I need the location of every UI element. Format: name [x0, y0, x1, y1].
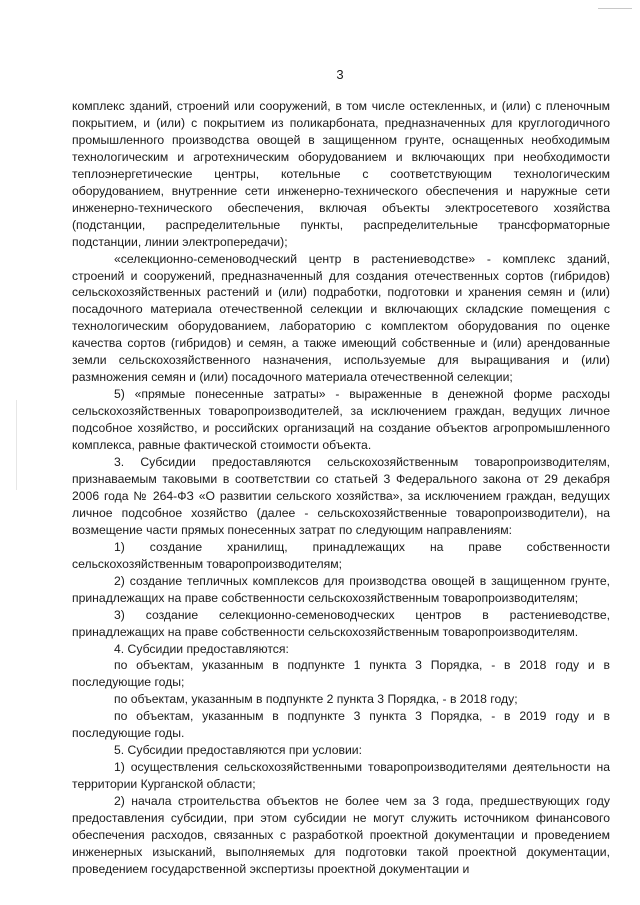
paragraph-14: 2) начала строительства объектов не более чем за 3 года, предшествующих году предоставления субсидии, при этом субсидии не могут служить источником финансового обеспечения расходов, связанных с разработкой проектной документации и проведением инженерных изысканий, выполняемых для подготовки такой проектной документации, проведением государственной экспертизы проектной документации и [72, 794, 610, 876]
paragraph-4: 3. Субсидии предоставляются сельскохозяйственным товаропроизводителям, признаваемым таковыми в соответствии со статьей 3 Федерального закона от 29 декабря 2006 года № 264-ФЗ «О развитии сельского хозяйства», за исключением граждан, ведущих личное подсобное хозяйство (далее - сельскохозяйственные товаропроизводители), на возмещение части прямых понесенных затрат по следующим направлениям: [72, 455, 610, 537]
paragraph-1: комплекс зданий, строений или сооружений, в том числе остекленных, и (или) с пленочным покрытием, и (или) с покрытием из поликарбоната, предназначенных для круглогодичного промышленного производства овощей в защищенном грунте, оснащенных необходимым технологическим и агротехническим оборудованием и включающих при необходимости теплоэнергетические центры, котельные с соответствующим технологическим оборудованием, внутренние сети инженерно-технического обеспечения и наружные сети инженерно-технического обеспечения, включая объекты электросетевого хозяйства (подстанции, распределительные пункты, распределительные трансформаторные подстанции, линии электропередачи); [72, 99, 610, 249]
scan-artifact-left-margin [16, 400, 17, 490]
page-number: 3 [336, 67, 344, 82]
paragraph-8: 4. Субсидии предоставляются: [114, 641, 289, 656]
scan-artifact-top-right [598, 8, 632, 9]
paragraph-3: 5) «прямые понесенные затраты» - выраженные в денежной форме расходы сельскохозяйственных товаропроизводителей, за исключением граждан, ведущих личное подсобное хозяйство, и российских организаций на создание объектов агропромышленного комплекса, равные фактической стоимости объекта. [72, 387, 610, 453]
paragraph-2: «селекционно-семеноводческий центр в растениеводстве» - комплекс зданий, строений и сооружений, предназначенный для создания отечественных сортов (гибридов) сельскохозяйственных растений и (или) подработки, подготовки и хранения семян и (или) посадочного материала отечественной селекции и включающих складские помещения с технологическим оборудованием, лабораторию с комплектом оборудования по оценке качества сортов (гибридов) и семян, а также имеющий собственные и (или) арендованные земли сельскохозяйственного назначения, используемые для выращивания и (или) размножения семян и (или) посадочного материала отечественной селекции; [72, 251, 610, 385]
document-body [72, 98, 610, 878]
paragraph-11: по объектам, указанным в подпункте 3 пункта 3 Порядка, - в 2019 году и в последующие годы. [72, 709, 610, 741]
paragraph-10: по объектам, указанным в подпункте 2 пункта 3 Порядка, - в 2018 году; [114, 692, 518, 707]
paragraph-7: 3) создание селекционно-семеноводческих центров в растениеводстве, принадлежащих на праве собственности сельскохозяйственным товаропроизводителям. [72, 607, 610, 639]
paragraph-9: по объектам, указанным в подпункте 1 пункта 3 Порядка, - в 2018 году и в последующие годы; [72, 658, 610, 690]
paragraph-6: 2) создание тепличных комплексов для производства овощей в защищенном грунте, принадлежащих на праве собственности сельскохозяйственным товаропроизводителям; [72, 573, 610, 605]
paragraph-5: 1) создание хранилищ, принадлежащих на праве собственности сельскохозяйственным товаропроизводителям; [72, 539, 610, 571]
paragraph-13: 1) осуществления сельскохозяйственными товаропроизводителями деятельности на территории Курганской области; [72, 760, 610, 792]
paragraph-12: 5. Субсидии предоставляются при условии: [114, 743, 362, 758]
